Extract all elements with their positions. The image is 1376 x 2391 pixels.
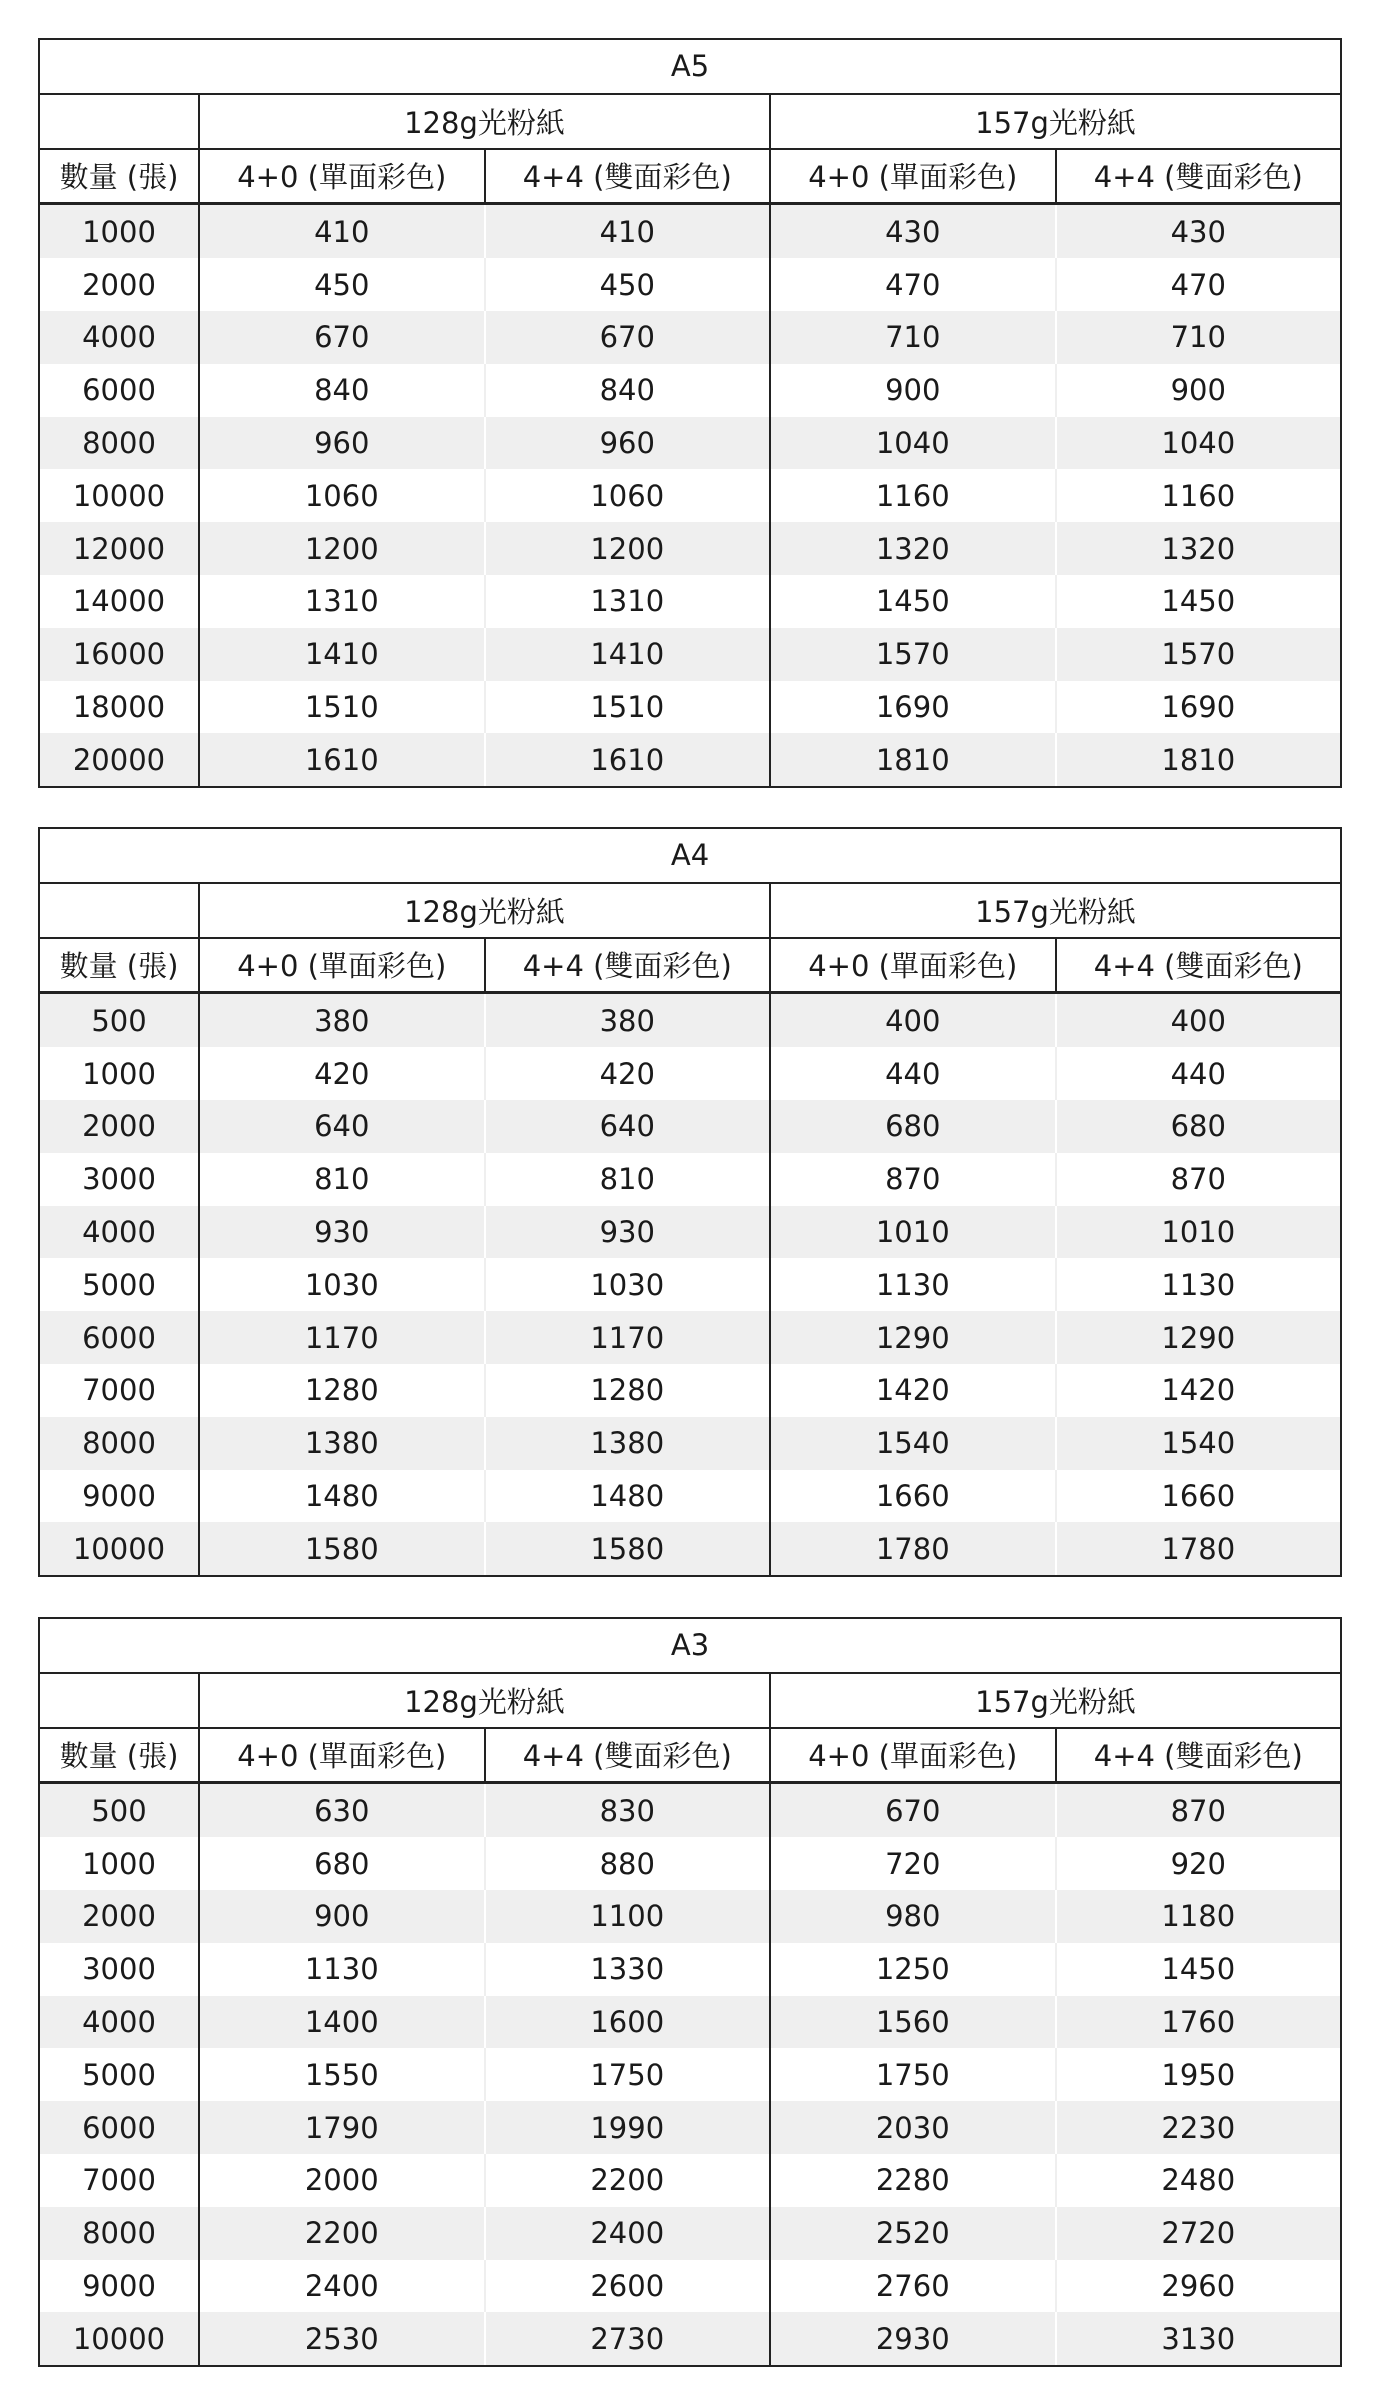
- price-157g-double-cell: 1290: [1056, 1311, 1342, 1364]
- price-157g-double-cell: 2720: [1056, 2207, 1342, 2260]
- qty-cell: 1000: [39, 1047, 199, 1100]
- price-128g-double-cell: 1600: [485, 1996, 771, 2049]
- price-128g-double-cell: 1030: [485, 1258, 771, 1311]
- price-128g-double-cell: 1480: [485, 1470, 771, 1523]
- price-157g-single-cell: 2520: [770, 2207, 1056, 2260]
- price-128g-single-cell: 1310: [199, 575, 485, 628]
- price-128g-double-cell: 1380: [485, 1417, 771, 1470]
- qty-cell: 6000: [39, 1311, 199, 1364]
- price-128g-single-cell: 380: [199, 993, 485, 1047]
- qty-cell: 2000: [39, 258, 199, 311]
- qty-cell: 6000: [39, 2101, 199, 2154]
- price-157g-single-cell: 1560: [770, 1996, 1056, 2049]
- price-128g-single-cell: 960: [199, 417, 485, 470]
- price-128g-single-cell: 930: [199, 1206, 485, 1259]
- price-128g-single-cell: 810: [199, 1153, 485, 1206]
- price-157g-double-cell: 2960: [1056, 2260, 1342, 2313]
- price-128g-single-cell: 1200: [199, 522, 485, 575]
- table-row: [39, 1417, 1341, 1470]
- qty-cell: 500: [39, 993, 199, 1047]
- price-157g-double-cell: 870: [1056, 1783, 1342, 1837]
- price-128g-double-cell: 450: [485, 258, 771, 311]
- table-body: [39, 1783, 1341, 2366]
- price-157g-double-cell: 710: [1056, 311, 1342, 364]
- price-128g-single-cell: 1550: [199, 2048, 485, 2101]
- table-row: [39, 1206, 1341, 1259]
- qty-cell: 20000: [39, 733, 199, 787]
- price-128g-double-cell: 1100: [485, 1890, 771, 1943]
- size-title: A3: [39, 1618, 1341, 1673]
- table-body: [39, 204, 1341, 787]
- price-157g-double-cell: 1660: [1056, 1470, 1342, 1523]
- table-row: [39, 417, 1341, 470]
- price-128g-double-cell: 930: [485, 1206, 771, 1259]
- price-128g-double-cell: 1750: [485, 2048, 771, 2101]
- qty-cell: 16000: [39, 628, 199, 681]
- price-157g-single-cell: 1810: [770, 733, 1056, 787]
- price-128g-double-cell: 1510: [485, 681, 771, 734]
- price-128g-single-cell: 1400: [199, 1996, 485, 2049]
- qty-cell: 1000: [39, 204, 199, 258]
- price-157g-single-cell: 1450: [770, 575, 1056, 628]
- price-128g-double-cell: 1330: [485, 1943, 771, 1996]
- empty-corner-cell: [39, 1673, 199, 1728]
- price-157g-single-cell: 1010: [770, 1206, 1056, 1259]
- price-128g-single-cell: 1280: [199, 1364, 485, 1417]
- price-157g-double-cell: 900: [1056, 364, 1342, 417]
- price-128g-double-cell: 2600: [485, 2260, 771, 2313]
- price-157g-double-cell: 470: [1056, 258, 1342, 311]
- price-128g-single-cell: 1410: [199, 628, 485, 681]
- price-157g-double-cell: 1760: [1056, 1996, 1342, 2049]
- price-157g-double-cell: 3130: [1056, 2312, 1342, 2366]
- table-body: [39, 993, 1341, 1576]
- double-sided-header: 4+4 (雙面彩色): [1056, 938, 1342, 993]
- qty-cell: 3000: [39, 1153, 199, 1206]
- price-157g-single-cell: 2030: [770, 2101, 1056, 2154]
- price-128g-double-cell: 810: [485, 1153, 771, 1206]
- price-128g-single-cell: 670: [199, 311, 485, 364]
- qty-header: 數量 (張): [39, 938, 199, 993]
- double-sided-header: 4+4 (雙面彩色): [1056, 1728, 1342, 1783]
- qty-cell: 8000: [39, 2207, 199, 2260]
- price-table-a4: [38, 827, 1342, 1577]
- price-128g-single-cell: 1130: [199, 1943, 485, 1996]
- qty-cell: 5000: [39, 2048, 199, 2101]
- double-sided-header: 4+4 (雙面彩色): [485, 149, 771, 204]
- table-row: [39, 204, 1341, 258]
- price-128g-single-cell: 1580: [199, 1522, 485, 1576]
- empty-corner-cell: [39, 883, 199, 938]
- price-128g-single-cell: 1790: [199, 2101, 485, 2154]
- price-157g-double-cell: 1010: [1056, 1206, 1342, 1259]
- qty-cell: 5000: [39, 1258, 199, 1311]
- table-row: [39, 311, 1341, 364]
- single-sided-header: 4+0 (單面彩色): [199, 149, 485, 204]
- qty-header: 數量 (張): [39, 149, 199, 204]
- qty-cell: 8000: [39, 1417, 199, 1470]
- price-128g-single-cell: 2200: [199, 2207, 485, 2260]
- qty-cell: 9000: [39, 2260, 199, 2313]
- qty-cell: 7000: [39, 2154, 199, 2207]
- double-sided-header: 4+4 (雙面彩色): [485, 938, 771, 993]
- price-128g-single-cell: 450: [199, 258, 485, 311]
- price-157g-single-cell: 670: [770, 1783, 1056, 1837]
- price-128g-single-cell: 900: [199, 1890, 485, 1943]
- single-sided-header: 4+0 (單面彩色): [199, 1728, 485, 1783]
- price-157g-single-cell: 870: [770, 1153, 1056, 1206]
- qty-cell: 2000: [39, 1890, 199, 1943]
- price-128g-single-cell: 1480: [199, 1470, 485, 1523]
- price-157g-double-cell: 680: [1056, 1100, 1342, 1153]
- price-128g-single-cell: 1170: [199, 1311, 485, 1364]
- table-row: [39, 2312, 1341, 2366]
- price-128g-single-cell: 630: [199, 1783, 485, 1837]
- qty-cell: 14000: [39, 575, 199, 628]
- size-title: A5: [39, 39, 1341, 94]
- price-157g-double-cell: 1160: [1056, 469, 1342, 522]
- qty-cell: 10000: [39, 469, 199, 522]
- table-row: [39, 1100, 1341, 1153]
- price-128g-single-cell: 1060: [199, 469, 485, 522]
- price-157g-single-cell: 1290: [770, 1311, 1056, 1364]
- price-157g-double-cell: 1420: [1056, 1364, 1342, 1417]
- price-128g-double-cell: 2730: [485, 2312, 771, 2366]
- price-157g-double-cell: 1180: [1056, 1890, 1342, 1943]
- qty-cell: 1000: [39, 1837, 199, 1890]
- price-128g-single-cell: 840: [199, 364, 485, 417]
- single-sided-header: 4+0 (單面彩色): [770, 1728, 1056, 1783]
- qty-cell: 4000: [39, 311, 199, 364]
- table-row: [39, 1996, 1341, 2049]
- empty-corner-cell: [39, 94, 199, 149]
- paper-header-157g: 157g光粉紙: [770, 94, 1341, 149]
- price-157g-single-cell: 400: [770, 993, 1056, 1047]
- price-128g-double-cell: 640: [485, 1100, 771, 1153]
- table-row: [39, 1258, 1341, 1311]
- price-128g-double-cell: 1410: [485, 628, 771, 681]
- price-157g-single-cell: 980: [770, 1890, 1056, 1943]
- price-128g-single-cell: 680: [199, 1837, 485, 1890]
- price-157g-single-cell: 1130: [770, 1258, 1056, 1311]
- price-128g-single-cell: 2400: [199, 2260, 485, 2313]
- qty-cell: 10000: [39, 2312, 199, 2366]
- table-row: [39, 1890, 1341, 1943]
- table-row: [39, 364, 1341, 417]
- price-157g-single-cell: 1250: [770, 1943, 1056, 1996]
- table-row: [39, 1311, 1341, 1364]
- price-128g-double-cell: 2400: [485, 2207, 771, 2260]
- price-128g-single-cell: 1610: [199, 733, 485, 787]
- qty-cell: 8000: [39, 417, 199, 470]
- price-157g-double-cell: 1450: [1056, 1943, 1342, 1996]
- qty-cell: 6000: [39, 364, 199, 417]
- price-157g-single-cell: 1320: [770, 522, 1056, 575]
- double-sided-header: 4+4 (雙面彩色): [1056, 149, 1342, 204]
- paper-header-128g: 128g光粉紙: [199, 94, 770, 149]
- price-157g-single-cell: 1570: [770, 628, 1056, 681]
- price-157g-single-cell: 900: [770, 364, 1056, 417]
- price-table-a5: [38, 38, 1342, 788]
- qty-cell: 12000: [39, 522, 199, 575]
- qty-cell: 4000: [39, 1206, 199, 1259]
- table-row: [39, 2207, 1341, 2260]
- price-157g-single-cell: 1040: [770, 417, 1056, 470]
- qty-cell: 4000: [39, 1996, 199, 2049]
- table-row: [39, 2260, 1341, 2313]
- price-128g-double-cell: 1990: [485, 2101, 771, 2154]
- single-sided-header: 4+0 (單面彩色): [770, 149, 1056, 204]
- price-157g-double-cell: 1450: [1056, 575, 1342, 628]
- table-row: [39, 2048, 1341, 2101]
- price-157g-double-cell: 1040: [1056, 417, 1342, 470]
- price-table-a5-block: [38, 38, 1340, 788]
- qty-cell: 500: [39, 1783, 199, 1837]
- paper-header-157g: 157g光粉紙: [770, 1673, 1341, 1728]
- table-row: [39, 1364, 1341, 1417]
- price-157g-single-cell: 470: [770, 258, 1056, 311]
- price-table-a4-block: [38, 827, 1340, 1577]
- table-row: [39, 1943, 1341, 1996]
- price-157g-single-cell: 1780: [770, 1522, 1056, 1576]
- price-157g-single-cell: 430: [770, 204, 1056, 258]
- table-row: [39, 522, 1341, 575]
- single-sided-header: 4+0 (單面彩色): [770, 938, 1056, 993]
- price-157g-double-cell: 1690: [1056, 681, 1342, 734]
- price-128g-double-cell: 880: [485, 1837, 771, 1890]
- table-row: [39, 469, 1341, 522]
- price-128g-single-cell: 1380: [199, 1417, 485, 1470]
- price-157g-double-cell: 430: [1056, 204, 1342, 258]
- price-157g-single-cell: 2930: [770, 2312, 1056, 2366]
- price-157g-single-cell: 1750: [770, 2048, 1056, 2101]
- double-sided-header: 4+4 (雙面彩色): [485, 1728, 771, 1783]
- qty-cell: 2000: [39, 1100, 199, 1153]
- price-128g-single-cell: 1030: [199, 1258, 485, 1311]
- table-row: [39, 1047, 1341, 1100]
- price-128g-single-cell: 640: [199, 1100, 485, 1153]
- price-157g-double-cell: 1570: [1056, 628, 1342, 681]
- price-128g-single-cell: 2000: [199, 2154, 485, 2207]
- price-157g-double-cell: 1540: [1056, 1417, 1342, 1470]
- table-row: [39, 1153, 1341, 1206]
- price-157g-single-cell: 1420: [770, 1364, 1056, 1417]
- price-128g-double-cell: 1060: [485, 469, 771, 522]
- price-157g-double-cell: 440: [1056, 1047, 1342, 1100]
- price-128g-double-cell: 830: [485, 1783, 771, 1837]
- price-128g-single-cell: 410: [199, 204, 485, 258]
- table-row: [39, 628, 1341, 681]
- price-157g-single-cell: 680: [770, 1100, 1056, 1153]
- qty-cell: 9000: [39, 1470, 199, 1523]
- price-157g-single-cell: 1690: [770, 681, 1056, 734]
- table-row: [39, 1783, 1341, 1837]
- price-128g-double-cell: 1280: [485, 1364, 771, 1417]
- price-157g-double-cell: 2480: [1056, 2154, 1342, 2207]
- price-157g-double-cell: 2230: [1056, 2101, 1342, 2154]
- price-128g-double-cell: 960: [485, 417, 771, 470]
- qty-cell: 3000: [39, 1943, 199, 1996]
- price-128g-double-cell: 840: [485, 364, 771, 417]
- table-row: [39, 1837, 1341, 1890]
- qty-cell: 10000: [39, 1522, 199, 1576]
- price-128g-single-cell: 2530: [199, 2312, 485, 2366]
- paper-header-128g: 128g光粉紙: [199, 1673, 770, 1728]
- size-title: A4: [39, 828, 1341, 883]
- price-157g-single-cell: 2280: [770, 2154, 1056, 2207]
- table-row: [39, 733, 1341, 787]
- price-157g-double-cell: 1130: [1056, 1258, 1342, 1311]
- table-row: [39, 681, 1341, 734]
- price-128g-double-cell: 670: [485, 311, 771, 364]
- table-row: [39, 575, 1341, 628]
- single-sided-header: 4+0 (單面彩色): [199, 938, 485, 993]
- table-row: [39, 2101, 1341, 2154]
- price-128g-double-cell: 1310: [485, 575, 771, 628]
- price-128g-double-cell: 380: [485, 993, 771, 1047]
- table-row: [39, 1470, 1341, 1523]
- table-row: [39, 1522, 1341, 1576]
- table-row: [39, 993, 1341, 1047]
- price-157g-double-cell: 1810: [1056, 733, 1342, 787]
- price-128g-double-cell: 410: [485, 204, 771, 258]
- price-157g-double-cell: 400: [1056, 993, 1342, 1047]
- table-row: [39, 2154, 1341, 2207]
- table-row: [39, 258, 1341, 311]
- price-128g-double-cell: 1200: [485, 522, 771, 575]
- price-157g-single-cell: 720: [770, 1837, 1056, 1890]
- price-table-a3: [38, 1617, 1342, 2367]
- price-157g-single-cell: 710: [770, 311, 1056, 364]
- price-128g-double-cell: 2200: [485, 2154, 771, 2207]
- price-128g-double-cell: 1610: [485, 733, 771, 787]
- qty-cell: 7000: [39, 1364, 199, 1417]
- price-157g-single-cell: 1660: [770, 1470, 1056, 1523]
- price-157g-single-cell: 1160: [770, 469, 1056, 522]
- price-157g-double-cell: 920: [1056, 1837, 1342, 1890]
- price-157g-single-cell: 440: [770, 1047, 1056, 1100]
- price-128g-double-cell: 420: [485, 1047, 771, 1100]
- price-table-a3-block: [38, 1617, 1340, 2367]
- price-157g-double-cell: 1320: [1056, 522, 1342, 575]
- price-128g-double-cell: 1170: [485, 1311, 771, 1364]
- price-128g-single-cell: 420: [199, 1047, 485, 1100]
- price-157g-double-cell: 870: [1056, 1153, 1342, 1206]
- qty-header: 數量 (張): [39, 1728, 199, 1783]
- price-157g-double-cell: 1950: [1056, 2048, 1342, 2101]
- price-157g-single-cell: 1540: [770, 1417, 1056, 1470]
- paper-header-128g: 128g光粉紙: [199, 883, 770, 938]
- price-128g-double-cell: 1580: [485, 1522, 771, 1576]
- qty-cell: 18000: [39, 681, 199, 734]
- price-157g-single-cell: 2760: [770, 2260, 1056, 2313]
- price-128g-single-cell: 1510: [199, 681, 485, 734]
- price-157g-double-cell: 1780: [1056, 1522, 1342, 1576]
- paper-header-157g: 157g光粉紙: [770, 883, 1341, 938]
